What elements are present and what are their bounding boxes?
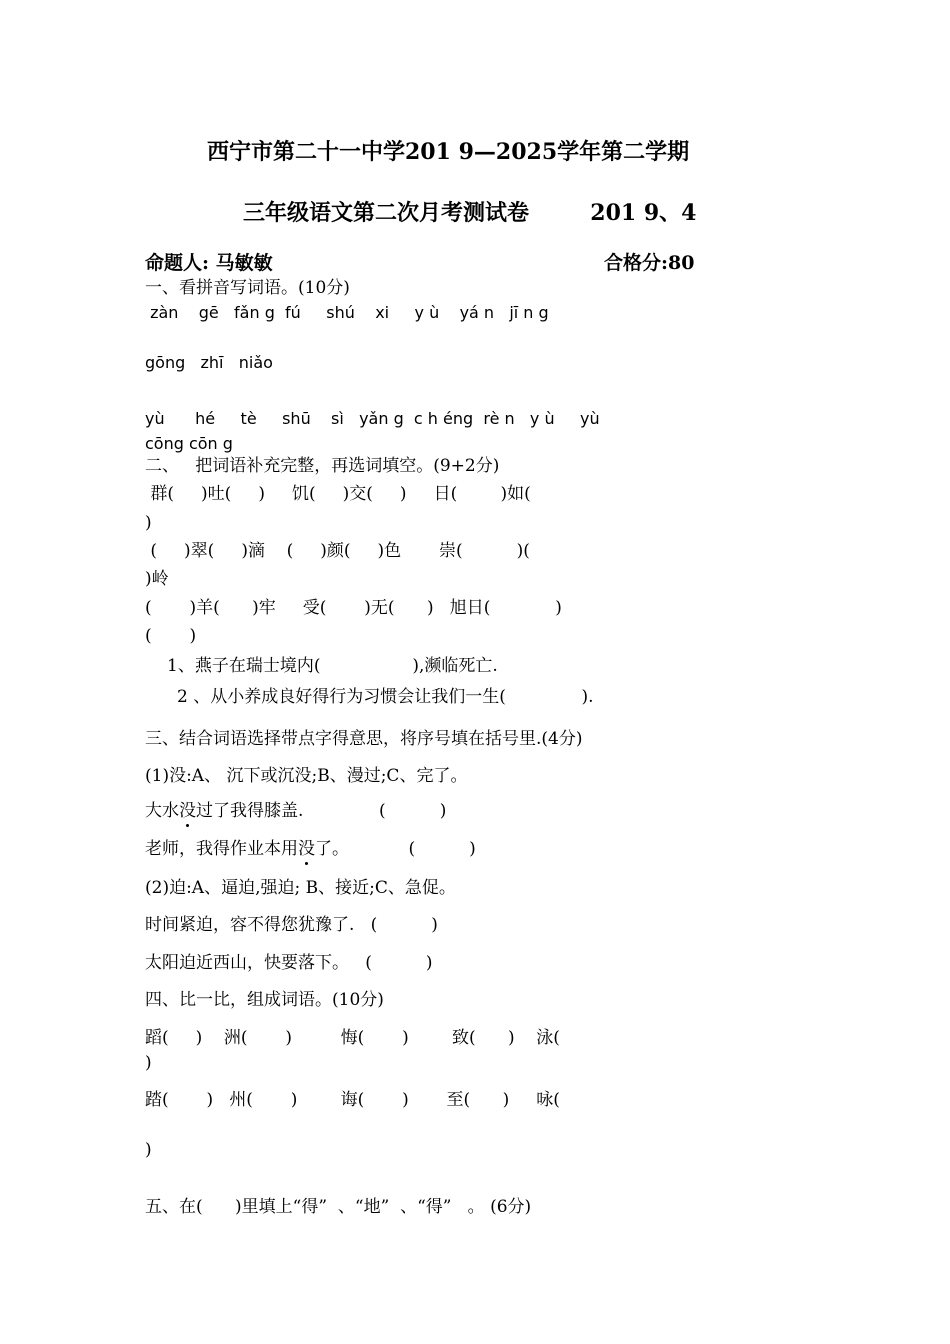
question-1-sentence-1: [145, 800, 446, 822]
compare-row-2-wrap: ): [145, 1140, 152, 1160]
dotted-character: 没: [298, 839, 315, 859]
question-1-sentence-2: [145, 838, 476, 860]
sentence-2: 2 、从小养成良好得行为习惯会让我们一生( ).: [177, 687, 594, 707]
question-2-sentence-1: 时间紧迫，容不得您犹豫了. ( ): [145, 915, 438, 935]
fill-row-3-wrap: ( ): [145, 626, 197, 646]
compare-row-1: 蹈( ) 洲( ) 悔( ) 致( ) 泳(: [145, 1028, 560, 1048]
section-1-heading: 一、看拼音写词语。(10分): [145, 278, 350, 298]
section-2-heading: 二、 把词语补充完整，再选词填空。(9+2分): [145, 456, 500, 476]
title-line-1: 西宁市第二十一中学201 9—2025学年第二学期: [207, 139, 690, 165]
section-4-heading: 四、比一比，组成词语。(10分): [145, 990, 384, 1010]
question-1-options: (1)没:A、 沉下或沉没;B、漫过;C、完了。: [145, 766, 468, 786]
pinyin-row-4: cōng cōn g: [145, 434, 233, 453]
compare-row-1-wrap: ): [145, 1053, 152, 1073]
compare-row-2: 踏( ) 州( ) 诲( ) 至( ) 咏(: [145, 1090, 560, 1110]
sentence-text: 老师，我得作业本用: [145, 839, 298, 859]
pass-score-label: 合格分:80: [604, 252, 695, 274]
pinyin-row-1: zàn gē fǎn g fú shú xi y ù yá n jī n g: [145, 303, 549, 322]
sentence-text: 了。 ( ): [315, 839, 476, 859]
fill-row-2: ( )翠( )滴 ( )颜( )色 崇( )(: [145, 541, 530, 561]
title-line-2: 三年级语文第二次月考测试卷 201 9、4: [243, 200, 697, 226]
sentence-1: 1、燕子在瑞士境内( ),濒临死亡.: [167, 656, 498, 676]
dotted-character: 没: [179, 801, 196, 821]
fill-row-1-wrap: ): [145, 513, 152, 533]
fill-row-1: 群( )吐( ) 饥( )交( ) 日( )如(: [145, 484, 531, 504]
sentence-text: 过了我得膝盖. ( ): [196, 801, 447, 821]
question-2-sentence-2: 太阳迫近西山，快要落下。 ( ): [145, 953, 433, 973]
section-3-heading: 三、结合词语选择带点字得意思，将序号填在括号里.(4分): [145, 729, 583, 749]
sentence-text: 大水: [145, 801, 179, 821]
fill-row-2-wrap: )岭: [145, 569, 169, 589]
author-label: 命题人: 马敏敏: [145, 252, 273, 274]
pinyin-row-3: yù hé tè shū sì yǎn g c h éng rè n y ù yù: [145, 409, 600, 428]
fill-row-3: ( )羊( )牢 受( )无( ) 旭日( ): [145, 598, 562, 618]
question-2-options: (2)迫:A、逼迫,强迫; B、接近;C、急促。: [145, 878, 456, 898]
section-5-heading: 五、在( )里填上“得” 、“地” 、“得” 。 (6分): [145, 1197, 532, 1217]
pinyin-row-2: gōng zhī niǎo: [145, 353, 273, 372]
